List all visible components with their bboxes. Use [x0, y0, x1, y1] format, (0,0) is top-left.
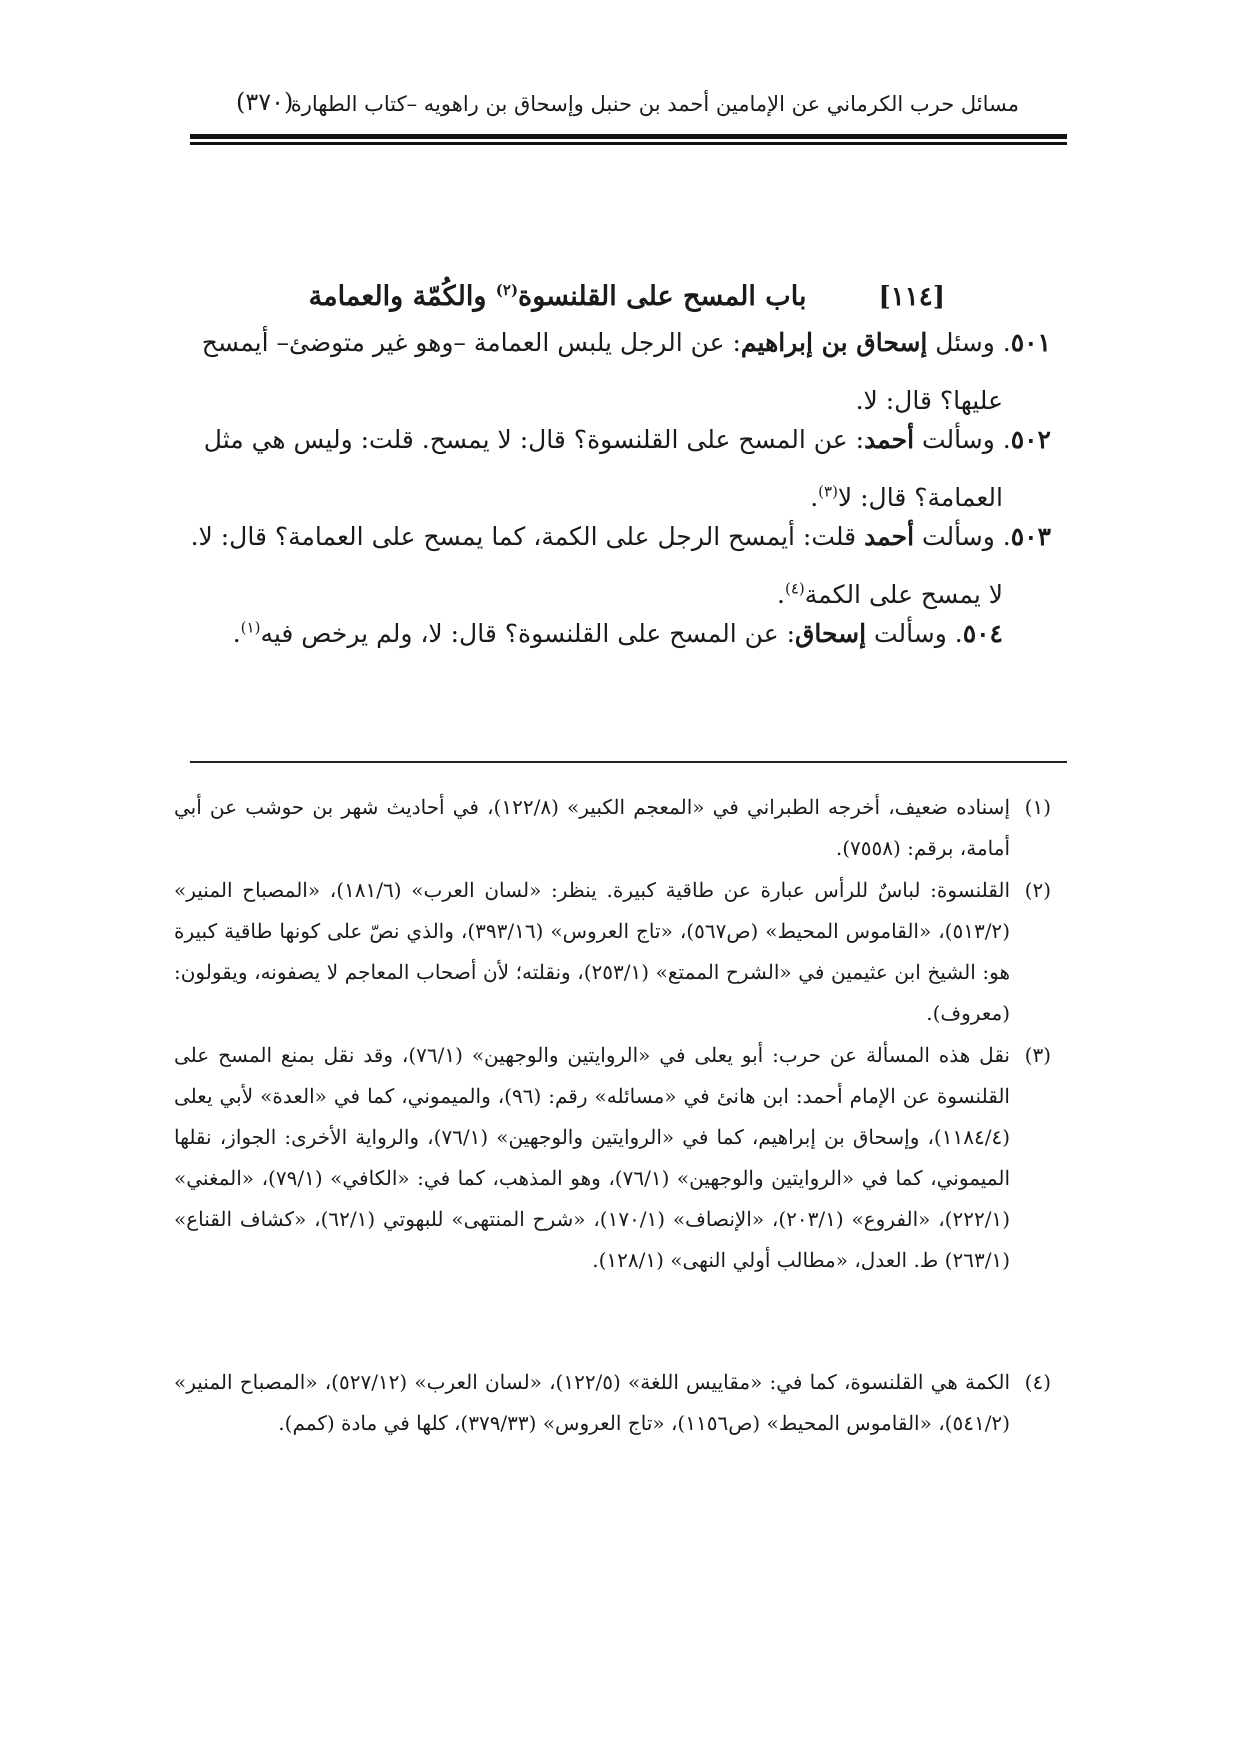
issue-text: : عن الرجل يلبس العمامة –وهو غير متوضئ– أيمسح: [201, 328, 741, 357]
footnote-text: نقل هذه المسألة عن حرب: أبو يعلى في «الروايتين والوجهين» (٧٦/١)، وقد نقل بمنع المسح على القلنسوة عن الإمام أحمد: ابن هانئ في «مسائله» رقم: (٩٦)، والميموني، كما في «العدة» لأبي يعلى (١١٨٤/٤)، وإسحاق بن إبراهيم، كما في «الروايتين والوجهين» (٧٦/١)، والرواية الأخرى: الجواز، نقلها الميموني، كما في «الروايتين والوجهين» (٧٦/١)، وهو المذهب، كما في: «الكافي» (٧٩/١)، «المغني» (٢٢٢/١)، «الفروع» (٢٠٣/١)، «الإنصاف» (١٧٠/١)، «شرح المنتهى» للبهوتي (٦٢/١)، «كشاف القناع» (٢٦٣/١) ط. العدل، «مطالب أولي النهى» (١٢٨/١).: [174, 1043, 1011, 1272]
running-head-title: مسائل حرب الكرماني عن الإمامين أحمد بن حنبل وإسحاق بن راهويه –كتاب الطهارة: [290, 92, 1019, 116]
issue-text: . وسألت: [866, 619, 963, 648]
footnote-number: (٤): [1024, 1370, 1051, 1394]
issue-text: لا يمسح على الكمة: [804, 580, 1003, 609]
narrator-name: إسحاق بن إبراهيم: [740, 328, 928, 357]
chapter-number: [١١٤]: [878, 282, 945, 312]
chapter-heading: [309, 281, 945, 312]
header-rule-thin: [190, 142, 1067, 145]
header-rule-thick: [190, 134, 1067, 139]
footnote-ref[interactable]: (٤): [785, 579, 805, 598]
issue-text: العمامة؟ قال: لا: [837, 483, 1003, 512]
footnote-separator: [190, 761, 1067, 763]
issue-text: . وسئل: [927, 328, 1011, 357]
issue-text: .: [777, 580, 785, 609]
issue-text: : عن المسح على القلنسوة؟ قال: لا يمسح. قلت: وليس هي مثل: [203, 425, 865, 454]
footnote-text: الكمة هي القلنسوة، كما في: «مقاييس اللغة» (١٢٢/٥)، «لسان العرب» (٥٢٧/١٢)، «المصباح المنير» (٥٤١/٢)، «القاموس المحيط» (ص١١٥٦)، «تاج العروس» (٣٧٩/٣٣)، كلها في مادة (كمم).: [174, 1370, 1010, 1435]
footnote-text: القلنسوة: لباسٌ للرأس عبارة عن طاقية كبيرة. ينظر: «لسان العرب» (١٨١/٦)، «المصباح المنير» (٥١٣/٢)، «القاموس المحيط» (ص٥٦٧)، «تاج العروس» (٣٩٣/١٦)، والذي نصّ على كونها طاقية كبيرة هو: الشيخ ابن عثيمين في «الشرح الممتع» (٢٥٣/١)، ونقلته؛ لأن أصحاب المعاجم لا يصفونه، ويقولون: (معروف).: [174, 878, 1010, 1025]
running-head: [236, 88, 1019, 126]
footnote-number: (١): [1024, 795, 1051, 819]
footnote-ref[interactable]: (٣): [818, 482, 838, 501]
issue-number: ٥٠١: [1010, 328, 1051, 357]
issue-number: ٥٠٤: [962, 619, 1003, 648]
issue-504: [174, 605, 1051, 663]
footnote-text: إسناده ضعيف، أخرجه الطبراني في «المعجم الكبير» (١٢٢/٨)، في أحاديث شهر بن حوشب عن أبي أمامة، برقم: (٧٥٥٨).: [174, 795, 1010, 860]
footnote-ref[interactable]: (١): [240, 618, 261, 637]
issue-text: .: [232, 619, 241, 648]
footnote-1: [174, 787, 1051, 869]
issue-text-cont: عليها؟ قال: لا.: [855, 386, 1003, 415]
narrator-name: أحمد: [864, 522, 915, 551]
issue-text: : عن المسح على القلنسوة؟ قال: لا، ولم يرخص فيه: [260, 619, 795, 648]
issue-number: ٥٠٣: [1010, 522, 1051, 551]
footnote-3: [174, 1035, 1051, 1281]
issue-text: . وسألت: [914, 425, 1011, 454]
footnote-4: [174, 1362, 1051, 1444]
footnote-number: (٢): [1024, 878, 1051, 902]
footnote-ref[interactable]: (٢): [495, 281, 519, 299]
chapter-title-cont: والكُمّة والعمامة: [308, 281, 496, 312]
footnote-2: [174, 870, 1051, 1034]
page-number: (٣٧٠): [236, 88, 294, 116]
narrator-name: إسحاق: [795, 619, 867, 648]
narrator-name: أحمد: [864, 425, 915, 454]
issue-text: .: [810, 483, 819, 512]
issue-text: . وسألت: [914, 522, 1011, 551]
chapter-title: باب المسح على القلنسوة: [518, 281, 807, 312]
issue-text: قلت: أيمسح الرجل على الكمة، كما يمسح على العمامة؟ قال: لا.: [190, 522, 865, 551]
footnote-number: (٣): [1024, 1043, 1051, 1067]
issue-number: ٥٠٢: [1010, 425, 1051, 454]
